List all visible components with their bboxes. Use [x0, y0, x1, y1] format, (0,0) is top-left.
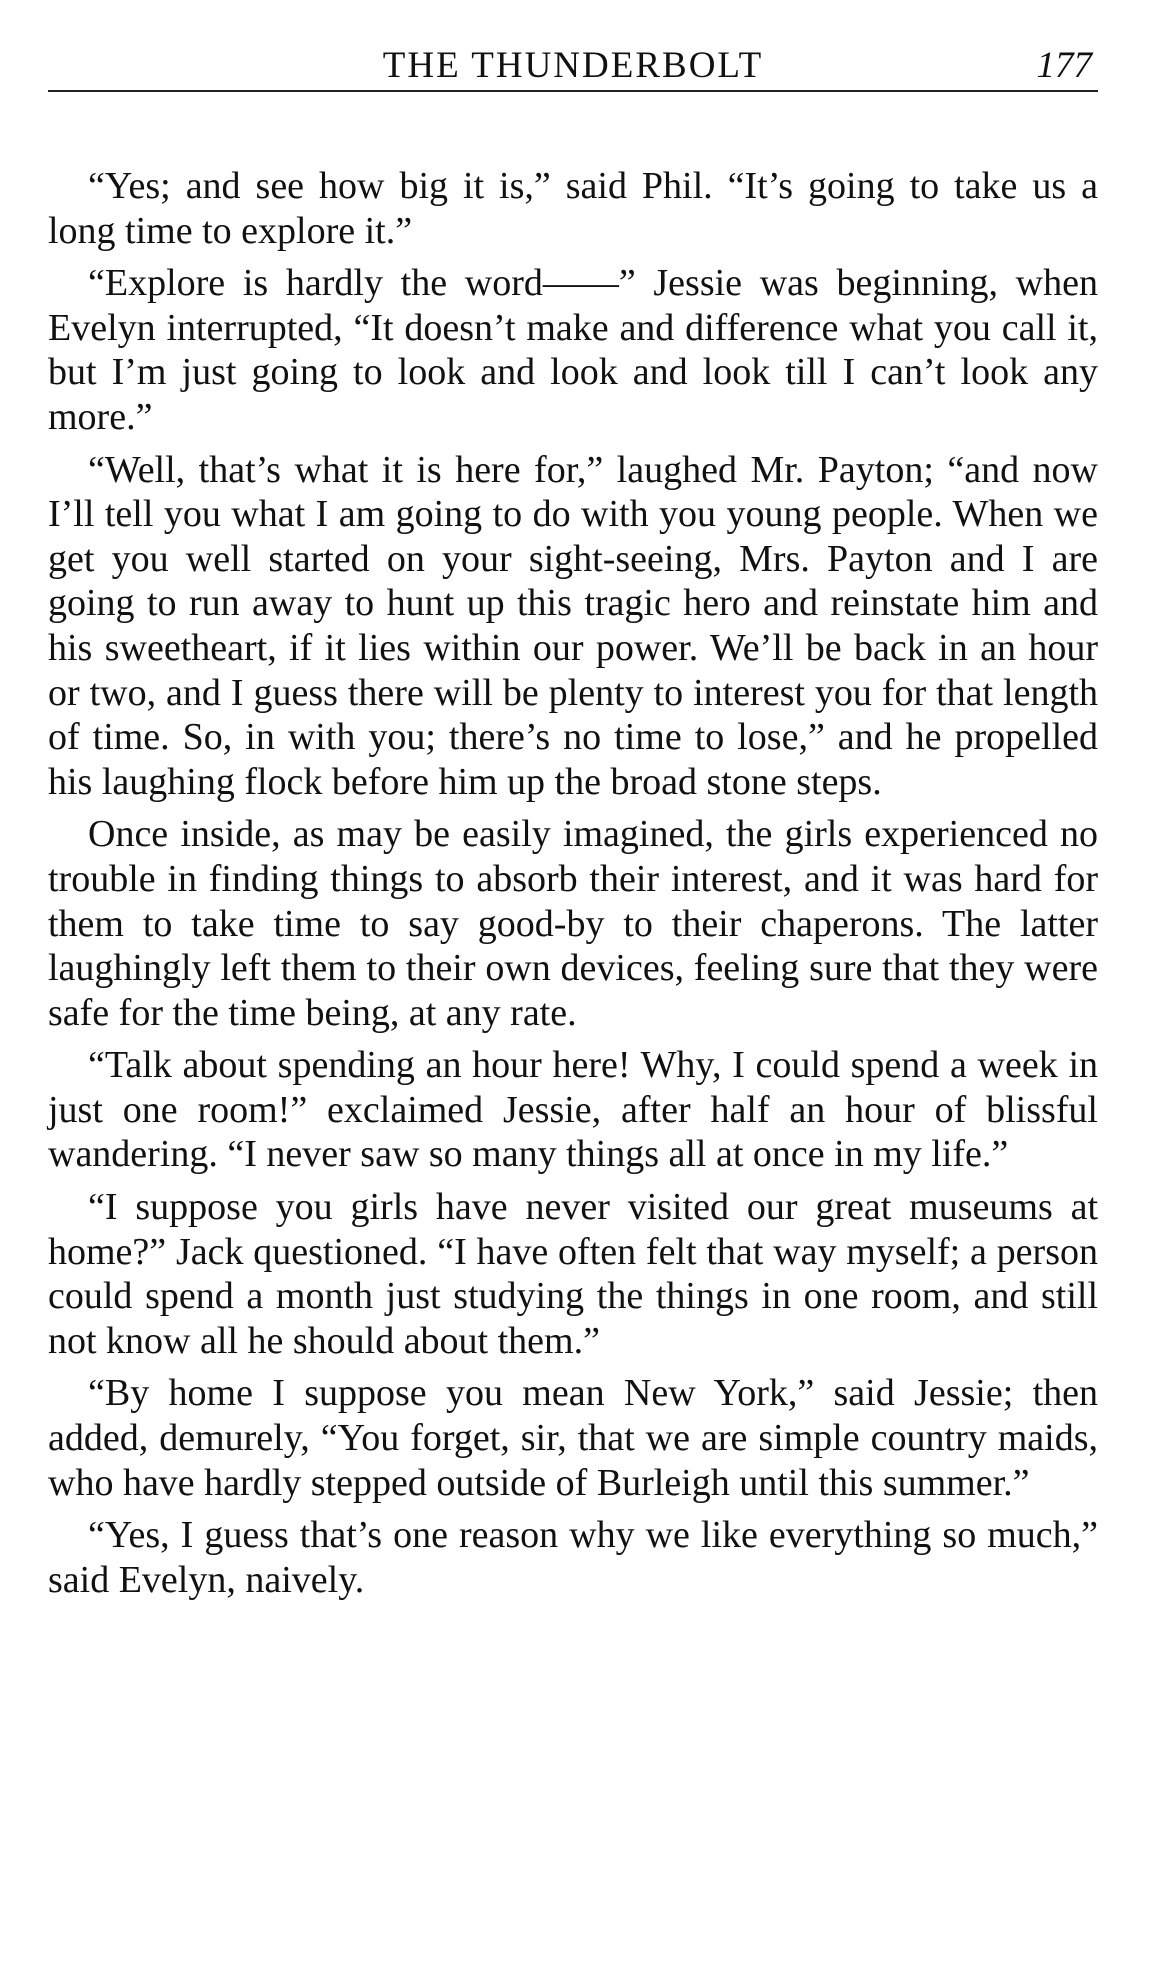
paragraph: “Well, that’s what it is here for,” laughed Mr. Payton; “and now I’ll tell you what I am going to do with you young people. When we get you well started on your sight-seeing, Mrs. Payton and I are going to run away to hunt up this tragic hero and reinstate him and his sweetheart, if it lies within our power. We’ll be back in an hour or two, and I guess there will be plenty to interest you for that length of time. So, in with you; there’s no time to lose,” and he propelled his laughing flock before him up the broad stone steps.: [48, 448, 1098, 803]
running-header: [48, 30, 1098, 92]
running-title: THE THUNDERBOLT: [382, 45, 764, 86]
paragraph: “I suppose you girls have never visited our great museums at home?” Jack questioned. “I have often felt that way myself; a person could spend a month just studying the things in one room, and still not know all he should about them.”: [48, 1186, 1098, 1362]
book-page: [48, 30, 1098, 1610]
paragraph: “By home I suppose you mean New York,” said Jessie; then added, demurely, “You forget, sir, that we are simple country maids, who have hardly stepped outside of Burleigh until this summer.”: [48, 1372, 1098, 1504]
paragraph: Once inside, as may be easily imagined, the girls experienced no trouble in finding things to absorb their interest, and it was hard for them to take time to say good-by to their chaperons. The latter laughingly left them to their own devices, feeling sure that they were safe for the time being, at any rate.: [48, 813, 1098, 1034]
paragraph: “Talk about spending an hour here! Why, I could spend a week in just one room!” exclaimed Jessie, after half an hour of blissful wandering. “I never saw so many things all at once in my life.”: [48, 1044, 1098, 1176]
paragraph: “Explore is hardly the word——” Jessie was beginning, when Evelyn interrupted, “It doesn’t make and difference what you call it, but I’m just going to look and look and look till I can’t look any more.”: [48, 262, 1098, 438]
paragraph: “Yes; and see how big it is,” said Phil. “It’s going to take us a long time to explore it.”: [48, 165, 1098, 252]
page-number: 177: [1036, 45, 1092, 86]
paragraph: “Yes, I guess that’s one reason why we like everything so much,” said Evelyn, naively.: [48, 1514, 1098, 1601]
body-text: [48, 164, 1098, 1602]
